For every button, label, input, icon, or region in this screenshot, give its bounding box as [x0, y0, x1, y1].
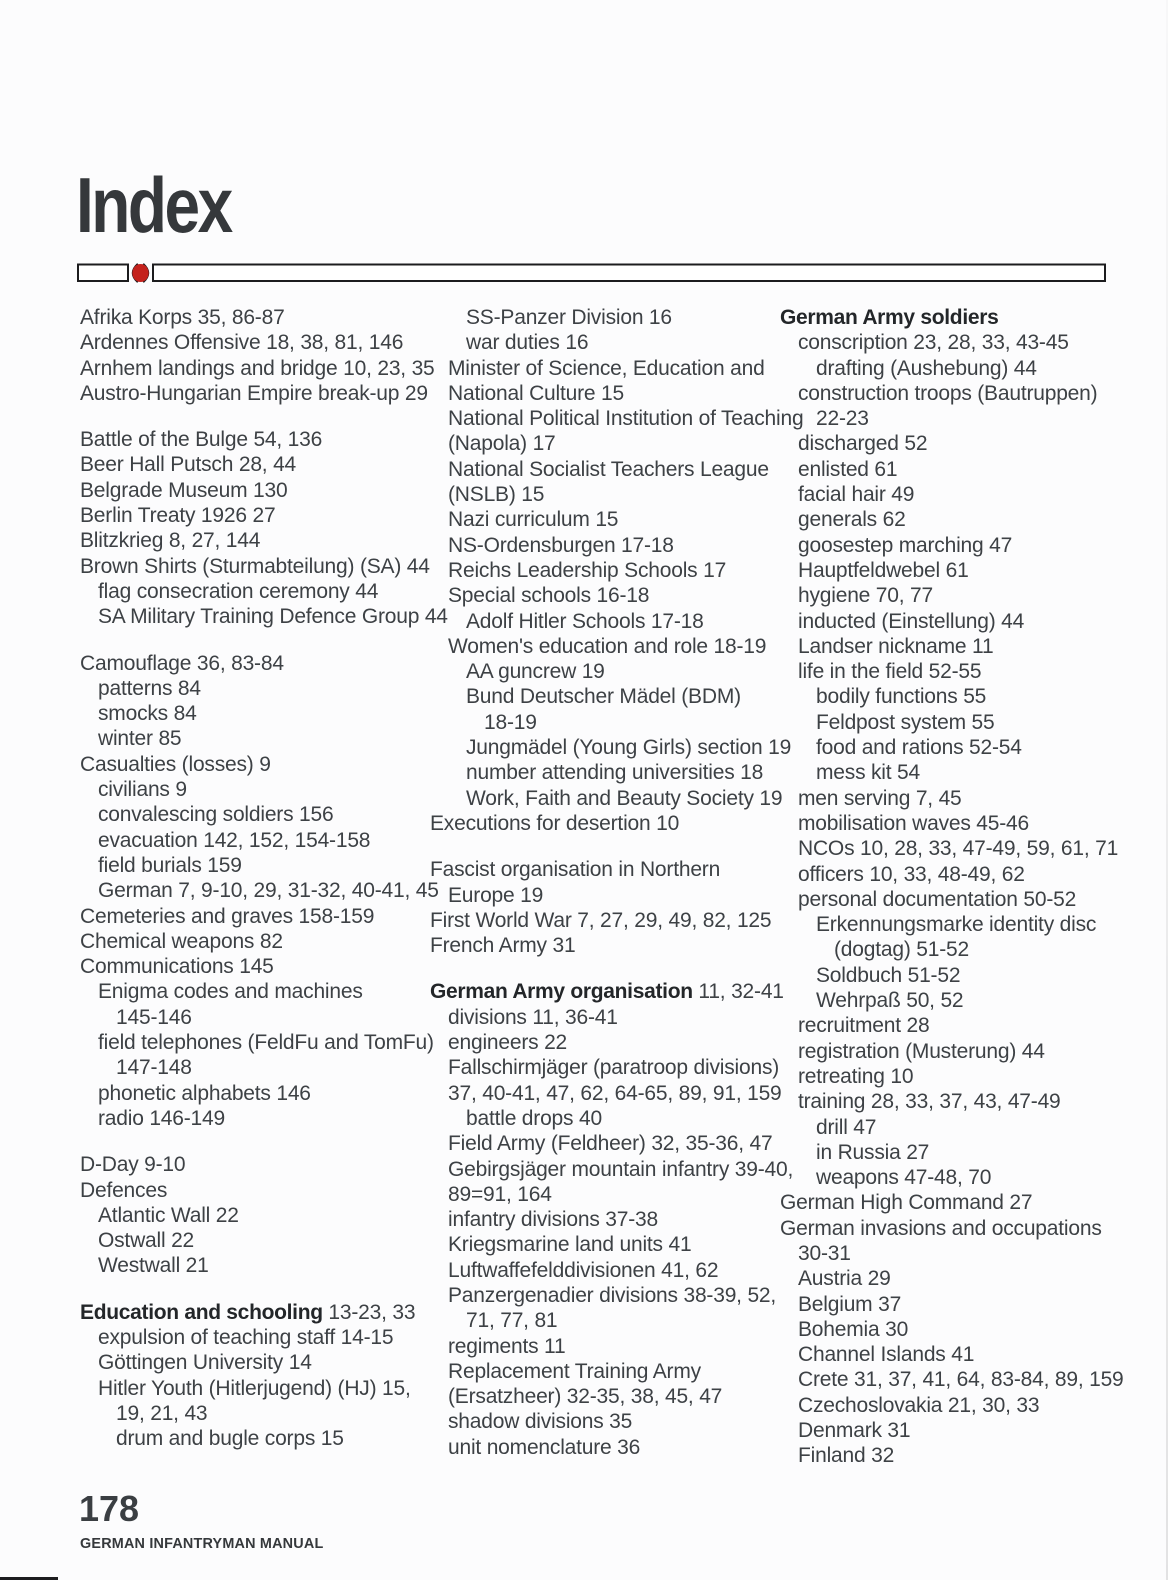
- index-entry: [80, 651, 432, 676]
- index-entry-text: Adolf Hitler Schools 17-18: [466, 609, 704, 633]
- index-entry-text: Czechoslovakia 21, 30, 33: [798, 1393, 1040, 1417]
- index-entry: [780, 1393, 1152, 1418]
- index-entry-text: Belgium 37: [798, 1292, 902, 1316]
- index-entry: [80, 1426, 432, 1451]
- index-entry: [430, 883, 782, 908]
- index-entry-text: civilians 9: [98, 778, 187, 802]
- index-entry-text: shadow divisions 35: [448, 1410, 633, 1434]
- index-entry: [430, 1232, 782, 1257]
- index-entry-text: enlisted 61: [798, 457, 898, 481]
- index-entry-text: Europe 19: [448, 883, 544, 907]
- index-entry-text: inducted (Einstellung) 44: [798, 609, 1025, 633]
- index-entry: [430, 1106, 782, 1131]
- index-entry-text: construction troops (Bautruppen): [798, 381, 1098, 405]
- index-entry-text: Communications 145: [80, 955, 274, 979]
- index-entry-text: flag consecration ceremony 44: [98, 579, 379, 603]
- index-entry-text: Austro-Hungarian Empire break-up 29: [80, 381, 428, 405]
- index-entry: [430, 1207, 782, 1232]
- index-entry-text: Afrika Korps 35, 86-87: [80, 306, 285, 329]
- index-entry: [80, 452, 432, 477]
- index-entry-text: 13-23, 33: [322, 1300, 416, 1324]
- index-entry-text: Cemeteries and graves 158-159: [80, 904, 375, 928]
- index-entry: [430, 735, 792, 760]
- index-entry: [430, 1334, 782, 1359]
- index-entry-text: Feldpost system 55: [816, 710, 995, 734]
- column-gap: [80, 1131, 432, 1152]
- index-entry: [430, 431, 782, 456]
- index-entry: [80, 305, 432, 330]
- index-entry: [430, 710, 782, 735]
- index-entry: [430, 1005, 782, 1030]
- index-entry-text: (dogtag) 51-52: [834, 938, 969, 962]
- index-column-3: [780, 305, 1152, 1469]
- index-entry: [80, 1300, 432, 1325]
- index-heading: Education and schooling: [80, 1300, 323, 1324]
- index-entry-text: Chemical weapons 82: [80, 929, 283, 953]
- index-entry-text: Austria 29: [798, 1267, 891, 1291]
- index-entry: [430, 684, 782, 709]
- index-entry-text: German 7, 9-10, 29, 31-32, 40-41, 45: [98, 879, 439, 903]
- index-entry: [80, 1178, 432, 1203]
- index-entry-text: First World War 7, 27, 29, 49, 82, 125: [430, 908, 772, 932]
- index-entry: [430, 1131, 782, 1156]
- index-entry-text: 89=91, 164: [448, 1182, 552, 1206]
- column-gap: [430, 958, 782, 979]
- index-entry-text: Berlin Treaty 1926 27: [80, 504, 276, 528]
- book-title-footer: GERMAN INFANTRYMAN MANUAL: [80, 1535, 324, 1552]
- index-entry: [430, 558, 782, 583]
- index-entry: [430, 933, 782, 958]
- index-entry: [80, 878, 439, 903]
- index-entry: [430, 1258, 782, 1283]
- column-gap: [80, 406, 432, 427]
- index-entry-text: SA Military Training Defence Group 44: [98, 605, 448, 629]
- index-entry: [80, 427, 432, 452]
- index-entry: [780, 558, 1152, 583]
- index-entry-text: Special schools 16-18: [448, 584, 650, 608]
- index-entry-text: National Culture 15: [448, 381, 624, 405]
- index-entry-text: discharged 52: [798, 432, 928, 456]
- index-entry: [780, 1165, 1152, 1190]
- index-entry: [780, 1064, 1152, 1089]
- index-entry: [430, 811, 782, 836]
- index-entry-text: radio 146-149: [98, 1106, 225, 1130]
- index-entry: [80, 604, 448, 629]
- index-entry-text: Jungmädel (Young Girls) section 19: [466, 736, 792, 760]
- index-entry: [80, 1055, 432, 1080]
- index-entry-text: hygiene 70, 77: [798, 584, 933, 608]
- index-entry: [430, 979, 782, 1004]
- index-entry-text: Göttingen University 14: [98, 1351, 312, 1375]
- index-entry: [80, 1203, 432, 1228]
- index-entry-text: Defences: [80, 1178, 168, 1202]
- index-entry: [780, 937, 1152, 962]
- index-entry-text: SS-Panzer Division 16: [466, 306, 672, 329]
- index-entry-text: Executions for desertion 10: [430, 811, 680, 835]
- index-entry: [80, 1228, 432, 1253]
- index-entry: [80, 554, 432, 579]
- index-entry: [780, 1292, 1152, 1317]
- index-entry: [80, 904, 432, 929]
- index-entry-text: winter 85: [98, 727, 182, 751]
- index-heading: German Army organisation: [430, 980, 693, 1004]
- index-entry: [430, 609, 782, 634]
- index-entry-text: Ardennes Offensive 18, 38, 81, 146: [80, 331, 404, 355]
- index-entry-text: infantry divisions 37-38: [448, 1208, 658, 1232]
- index-heading: German Army soldiers: [780, 306, 999, 329]
- index-entry: [780, 684, 1152, 709]
- index-entry: [80, 853, 432, 878]
- index-entry-text: Crete 31, 37, 41, 64, 83-84, 89, 159: [798, 1368, 1124, 1392]
- index-entry: [80, 752, 432, 777]
- index-entry: [80, 701, 432, 726]
- index-entry: [80, 381, 432, 406]
- index-entry: [80, 802, 432, 827]
- index-entry-text: 19, 21, 43: [116, 1401, 208, 1425]
- index-entry: [80, 1325, 432, 1350]
- index-entry: [430, 507, 782, 532]
- index-entry-text: Gebirgsjäger mountain infantry 39-40,: [448, 1157, 794, 1181]
- index-entry: [780, 1140, 1152, 1165]
- index-entry: [780, 1013, 1152, 1038]
- decorative-rule-graphic: [77, 263, 1107, 283]
- index-entry-text: Replacement Training Army: [448, 1359, 701, 1383]
- index-entry-text: smocks 84: [98, 702, 197, 726]
- index-entry: [780, 609, 1152, 634]
- index-entry: [430, 305, 782, 330]
- index-entry-text: mobilisation waves 45-46: [798, 811, 1029, 835]
- index-entry: [430, 1182, 782, 1207]
- index-entry-text: drill 47: [816, 1115, 877, 1139]
- index-entry: [80, 1376, 432, 1401]
- index-entry-text: 147-148: [116, 1056, 192, 1080]
- index-entry-text: in Russia 27: [816, 1140, 930, 1164]
- index-entry: [430, 533, 782, 558]
- index-entry: [430, 908, 782, 933]
- index-entry: [780, 963, 1152, 988]
- index-entry-text: patterns 84: [98, 676, 201, 700]
- index-entry-text: 145-146: [116, 1005, 192, 1029]
- index-entry: [430, 1435, 782, 1460]
- index-entry: [430, 381, 782, 406]
- page-title: Index: [76, 161, 231, 249]
- index-entry-text: number attending universities 18: [466, 761, 764, 785]
- index-column-2: [430, 305, 804, 1460]
- index-entry: [80, 503, 432, 528]
- index-entry: [780, 356, 1152, 381]
- index-entry-text: Camouflage 36, 83-84: [80, 651, 284, 675]
- index-entry-text: Soldbuch 51-52: [816, 963, 961, 987]
- index-entry: [80, 1106, 432, 1131]
- index-entry: [430, 1157, 794, 1182]
- index-entry-text: D-Day 9-10: [80, 1153, 186, 1177]
- index-entry: [430, 634, 782, 659]
- index-entry-text: Channel Islands 41: [798, 1343, 975, 1367]
- rule-left-segment: [78, 265, 128, 282]
- index-entry-text: Nazi curriculum 15: [448, 508, 619, 532]
- index-entry-text: (Ersatzheer) 32-35, 38, 45, 47: [448, 1385, 723, 1409]
- index-entry-text: personal documentation 50-52: [798, 887, 1077, 911]
- index-entry-text: conscription 23, 28, 33, 43-45: [798, 331, 1069, 355]
- index-entry: [780, 1190, 1152, 1215]
- index-entry-text: unit nomenclature 36: [448, 1435, 641, 1459]
- index-entry: [780, 507, 1152, 532]
- index-entry-text: Westwall 21: [98, 1254, 209, 1278]
- index-entry-text: expulsion of teaching staff 14-15: [98, 1325, 394, 1349]
- index-entry-text: Ostwall 22: [98, 1229, 195, 1253]
- index-entry-text: AA guncrew 19: [466, 660, 605, 684]
- index-entry-text: regiments 11: [448, 1334, 566, 1358]
- index-entry: [780, 533, 1152, 558]
- index-entry: [430, 1359, 782, 1384]
- index-entry-text: Hitler Youth (Hitlerjugend) (HJ) 15,: [98, 1376, 411, 1400]
- index-entry-text: Belgrade Museum 130: [80, 478, 288, 502]
- index-entry-text: German High Command 27: [780, 1191, 1033, 1215]
- index-entry: [780, 735, 1152, 760]
- index-entry-text: food and rations 52-54: [816, 736, 1022, 760]
- index-entry-text: registration (Musterung) 44: [798, 1039, 1045, 1063]
- index-entry: [780, 1418, 1152, 1443]
- index-entry: [780, 634, 1152, 659]
- index-entry: [780, 1317, 1152, 1342]
- index-entry: [80, 777, 432, 802]
- index-entry: [780, 583, 1152, 608]
- index-entry-text: Reichs Leadership Schools 17: [448, 558, 727, 582]
- rule-right-segment: [153, 265, 1105, 282]
- index-entry: [80, 1401, 432, 1426]
- index-entry: [80, 979, 432, 1004]
- column-gap: [430, 836, 782, 857]
- index-entry: [780, 659, 1152, 684]
- index-entry: [80, 1253, 432, 1278]
- index-entry-text: Bund Deutscher Mädel (BDM): [466, 685, 741, 709]
- index-entry-text: Women's education and role 18-19: [448, 634, 767, 658]
- index-entry: [780, 482, 1152, 507]
- index-entry: [780, 836, 1152, 861]
- index-entry-text: Blitzkrieg 8, 27, 144: [80, 529, 261, 553]
- index-entry-text: evacuation 142, 152, 154-158: [98, 828, 371, 852]
- index-entry-text: 71, 77, 81: [466, 1309, 558, 1333]
- index-entry-text: goosestep marching 47: [798, 533, 1013, 557]
- index-entry: [430, 1308, 782, 1333]
- index-entry-text: 18-19: [484, 710, 537, 734]
- index-entry: [780, 457, 1152, 482]
- red-bullet-icon: [132, 264, 148, 282]
- index-entry: [430, 1384, 782, 1409]
- index-entry: [430, 786, 782, 811]
- index-entry-text: Fallschirmjäger (paratroop divisions): [448, 1056, 780, 1080]
- index-entry: [780, 431, 1152, 456]
- index-entry-text: drum and bugle corps 15: [116, 1427, 344, 1451]
- index-entry-text: Atlantic Wall 22: [98, 1203, 239, 1227]
- index-entry-text: Hauptfeldwebel 61: [798, 558, 969, 582]
- index-entry: [80, 356, 435, 381]
- index-entry-text: (Napola) 17: [448, 432, 556, 456]
- index-entry-text: drafting (Aushebung) 44: [816, 356, 1037, 380]
- index-entry: [780, 1266, 1152, 1291]
- index-entry: [780, 1443, 1152, 1468]
- index-entry-text: Denmark 31: [798, 1419, 911, 1443]
- index-entry-text: facial hair 49: [798, 483, 915, 507]
- index-entry-text: weapons 47-48, 70: [816, 1166, 992, 1190]
- index-entry: [430, 406, 804, 431]
- index-entry: [80, 478, 432, 503]
- index-entry: [430, 857, 782, 882]
- index-entry-text: Field Army (Feldheer) 32, 35-36, 47: [448, 1132, 773, 1156]
- column-gap: [80, 630, 432, 651]
- index-entry: [780, 1039, 1152, 1064]
- index-entry-text: 30-31: [798, 1241, 851, 1265]
- index-entry: [430, 760, 782, 785]
- index-entry-text: phonetic alphabets 146: [98, 1081, 311, 1105]
- index-entry: [80, 954, 432, 979]
- index-entry-text: National Socialist Teachers League: [448, 457, 769, 481]
- index-entry-text: men serving 7, 45: [798, 786, 962, 810]
- index-entry-text: (NSLB) 15: [448, 483, 545, 507]
- index-entry: [430, 583, 782, 608]
- index-entry: [780, 811, 1152, 836]
- index-entry: [430, 482, 782, 507]
- index-entry-text: Casualties (losses) 9: [80, 752, 271, 776]
- index-entry-text: battle drops 40: [466, 1106, 602, 1130]
- index-entry-text: Beer Hall Putsch 28, 44: [80, 453, 297, 477]
- index-entry: [780, 887, 1152, 912]
- index-entry-text: Finland 32: [798, 1444, 895, 1468]
- index-entry: [80, 828, 432, 853]
- index-entry: [80, 1152, 432, 1177]
- index-entry: [780, 912, 1152, 937]
- index-entry-text: recruitment 28: [798, 1014, 930, 1038]
- index-entry: [430, 356, 782, 381]
- index-entry: [80, 1350, 432, 1375]
- index-entry: [80, 726, 432, 751]
- column-gap: [80, 1279, 432, 1300]
- index-entry: [780, 710, 1152, 735]
- index-entry-text: Kriegsmarine land units 41: [448, 1233, 692, 1257]
- index-entry-text: Arnhem landings and bridge 10, 23, 35: [80, 356, 435, 380]
- index-entry: [430, 1030, 782, 1055]
- index-entry-text: 11, 32-41: [692, 980, 784, 1004]
- index-entry-text: National Political Institution of Teaching: [448, 407, 804, 431]
- index-entry-text: Fascist organisation in Northern: [430, 858, 721, 882]
- index-entry: [780, 305, 1152, 330]
- index-entry: [80, 676, 432, 701]
- index-entry: [80, 1005, 432, 1030]
- index-entry: [430, 1283, 782, 1308]
- index-entry-text: Minister of Science, Education and: [448, 356, 765, 380]
- index-entry-text: French Army 31: [430, 934, 576, 958]
- index-entry: [80, 330, 432, 355]
- index-entry-text: generals 62: [798, 508, 906, 532]
- index-entry: [780, 1367, 1152, 1392]
- index-entry-text: 37, 40-41, 47, 62, 64-65, 89, 91, 159: [448, 1081, 782, 1105]
- index-entry-text: field burials 159: [98, 853, 242, 877]
- index-entry-text: German invasions and occupations: [780, 1216, 1102, 1240]
- index-entry-text: Brown Shirts (Sturmabteilung) (SA) 44: [80, 554, 430, 578]
- index-entry-text: convalescing soldiers 156: [98, 803, 334, 827]
- index-entry: [80, 1030, 432, 1055]
- index-entry-text: NS-Ordensburgen 17-18: [448, 533, 674, 557]
- index-entry: [780, 406, 1152, 431]
- index-entry-text: bodily functions 55: [816, 685, 987, 709]
- index-entry: [80, 579, 432, 604]
- index-entry: [430, 330, 782, 355]
- index-entry: [780, 1089, 1152, 1114]
- index-entry-text: retreating 10: [798, 1064, 914, 1088]
- section-rule: [77, 263, 1107, 283]
- index-entry-text: Work, Faith and Beauty Society 19: [466, 786, 783, 810]
- index-entry: [80, 929, 432, 954]
- index-entry-text: divisions 11, 36-41: [448, 1005, 618, 1029]
- index-entry-text: Wehrpaß 50, 52: [816, 989, 964, 1013]
- index-entry-text: officers 10, 33, 48-49, 62: [798, 862, 1025, 886]
- index-entry: [780, 1342, 1152, 1367]
- index-entry: [780, 381, 1152, 406]
- index-entry: [780, 1216, 1152, 1241]
- index-entry: [430, 457, 782, 482]
- index-entry-text: NCOs 10, 28, 33, 47-49, 59, 61, 71: [798, 837, 1119, 861]
- index-entry: [80, 1081, 432, 1106]
- index-entry-text: mess kit 54: [816, 761, 920, 785]
- index-entry: [780, 1241, 1152, 1266]
- index-entry-text: field telephones (FeldFu and TomFu): [98, 1031, 434, 1055]
- index-entry: [430, 1081, 782, 1106]
- index-entry-text: 22-23: [816, 407, 869, 431]
- page-number: 178: [79, 1488, 140, 1529]
- index-entry: [430, 1055, 782, 1080]
- index-column-1: [80, 305, 448, 1451]
- index-entry: [430, 1409, 782, 1434]
- index-entry-text: Bohemia 30: [798, 1317, 909, 1341]
- index-entry: [780, 1115, 1152, 1140]
- index-entry: [780, 988, 1152, 1013]
- index-entry-text: Landser nickname 11: [798, 634, 994, 658]
- index-entry-text: Erkennungsmarke identity disc: [816, 913, 1097, 937]
- index-entry-text: Luftwaffefelddivisionen 41, 62: [448, 1258, 719, 1282]
- index-entry-text: engineers 22: [448, 1031, 568, 1055]
- index-entry: [780, 786, 1152, 811]
- index-entry: [430, 659, 782, 684]
- index-entry-text: training 28, 33, 37, 43, 47-49: [798, 1090, 1061, 1114]
- index-entry-text: life in the field 52-55: [798, 660, 982, 684]
- index-entry: [780, 330, 1152, 355]
- index-entry-text: war duties 16: [466, 331, 589, 355]
- index-entry-text: Panzergenadier divisions 38-39, 52,: [448, 1283, 777, 1307]
- index-entry: [780, 862, 1152, 887]
- index-entry-text: Battle of the Bulge 54, 136: [80, 428, 323, 452]
- index-entry: [780, 760, 1152, 785]
- index-entry: [80, 528, 432, 553]
- index-entry-text: Enigma codes and machines: [98, 980, 363, 1004]
